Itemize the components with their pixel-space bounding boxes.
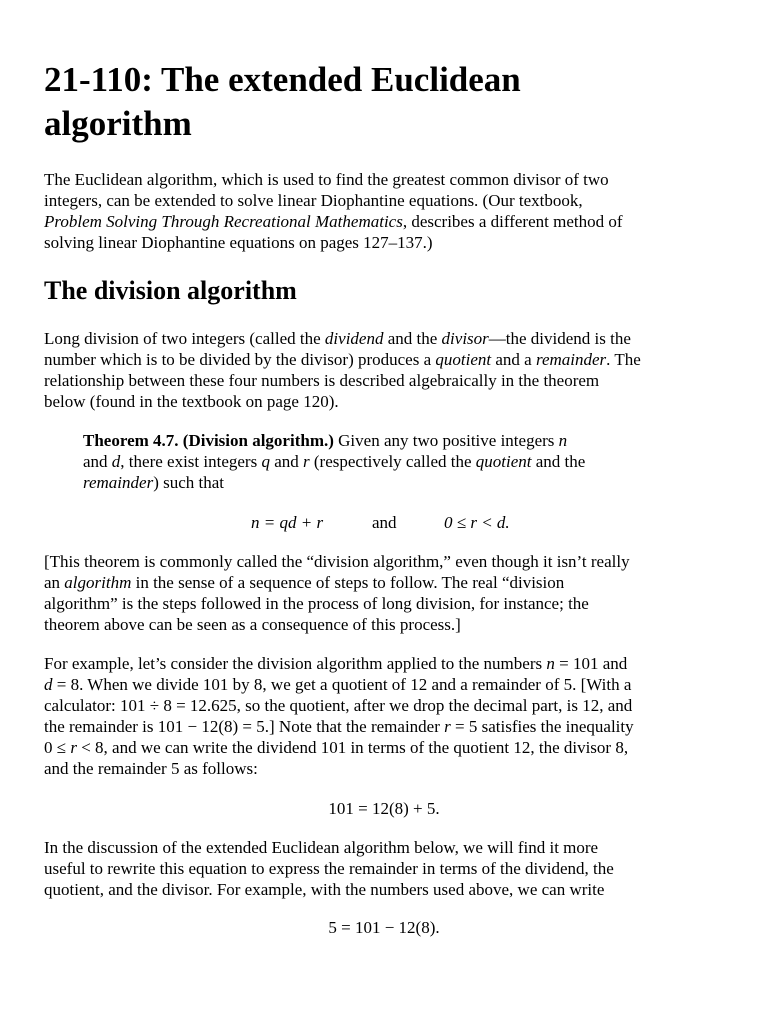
long-division-paragraph: Long division of two integers (called the dividend and the divisor—the dividend is the number which is to be divided by the divisor) produces a quotient and a remainder. The relationship between these four numbers is described algebraically in the theorem below (found in the textbook on page 120). xyxy=(44,329,641,411)
division-equation: 101 = 12(8) + 5. xyxy=(328,799,440,818)
theorem-label: Theorem 4.7. (Division algorithm.) xyxy=(83,431,334,450)
theorem-equation: n = qd + r xyxy=(251,513,324,532)
discussion-paragraph: In the discussion of the extended Euclidean algorithm below, we will find it more useful to rewrite this equation to express the remainder in terms of the dividend, the quotient, and the divisor. For example, with the numbers used above, we can write xyxy=(44,838,614,899)
page-title: 21-110: The extended Euclidean algorithm xyxy=(44,60,521,143)
section-heading: The division algorithm xyxy=(44,276,297,305)
book-title: Problem Solving Through Recreational Mathematics xyxy=(44,212,403,231)
theorem-block: Theorem 4.7. (Division algorithm.) Given any two positive integers n and d, there exist integers q and r (respectively called the quotient and the remainder) such that xyxy=(83,431,586,492)
remainder-equation: 5 = 101 − 12(8). xyxy=(328,918,440,937)
intro-paragraph: The Euclidean algorithm, which is used to find the greatest common divisor of two integers, can be extended to solve linear Diophantine equations. (Our textbook, Problem Solving Through Recreational Mathematics, describes a different method of solving linear Diophantine equations on pages 127–137.) xyxy=(44,170,623,252)
note-paragraph: [This theorem is commonly called the “division algorithm,” even though it isn’t really an algorithm in the sense of a sequence of steps to follow. The real “division algorithm” is the steps followed in the process of long division, for instance; the theorem above can be seen as a consequence of this process.] xyxy=(44,552,630,634)
theorem-equation-and: and xyxy=(372,513,397,532)
example-paragraph: For example, let’s consider the division algorithm applied to the numbers n = 101 and d = 8. When we divide 101 by 8, we get a quotient of 12 and a remainder of 5. [With a calculator: 101 ÷ 8 = 12.625, so the quotient, after we drop the decimal part, is 12, and the remainder is 101 − 12(8) = 5.] Note that the remainder r = 5 satisfies the inequality 0 ≤ r < 8, and we can write the dividend 101 in terms of the quotient 12, the divisor 8, and the remainder 5 as follows: xyxy=(44,654,634,778)
theorem-inequality: 0 ≤ r < d. xyxy=(444,513,510,532)
